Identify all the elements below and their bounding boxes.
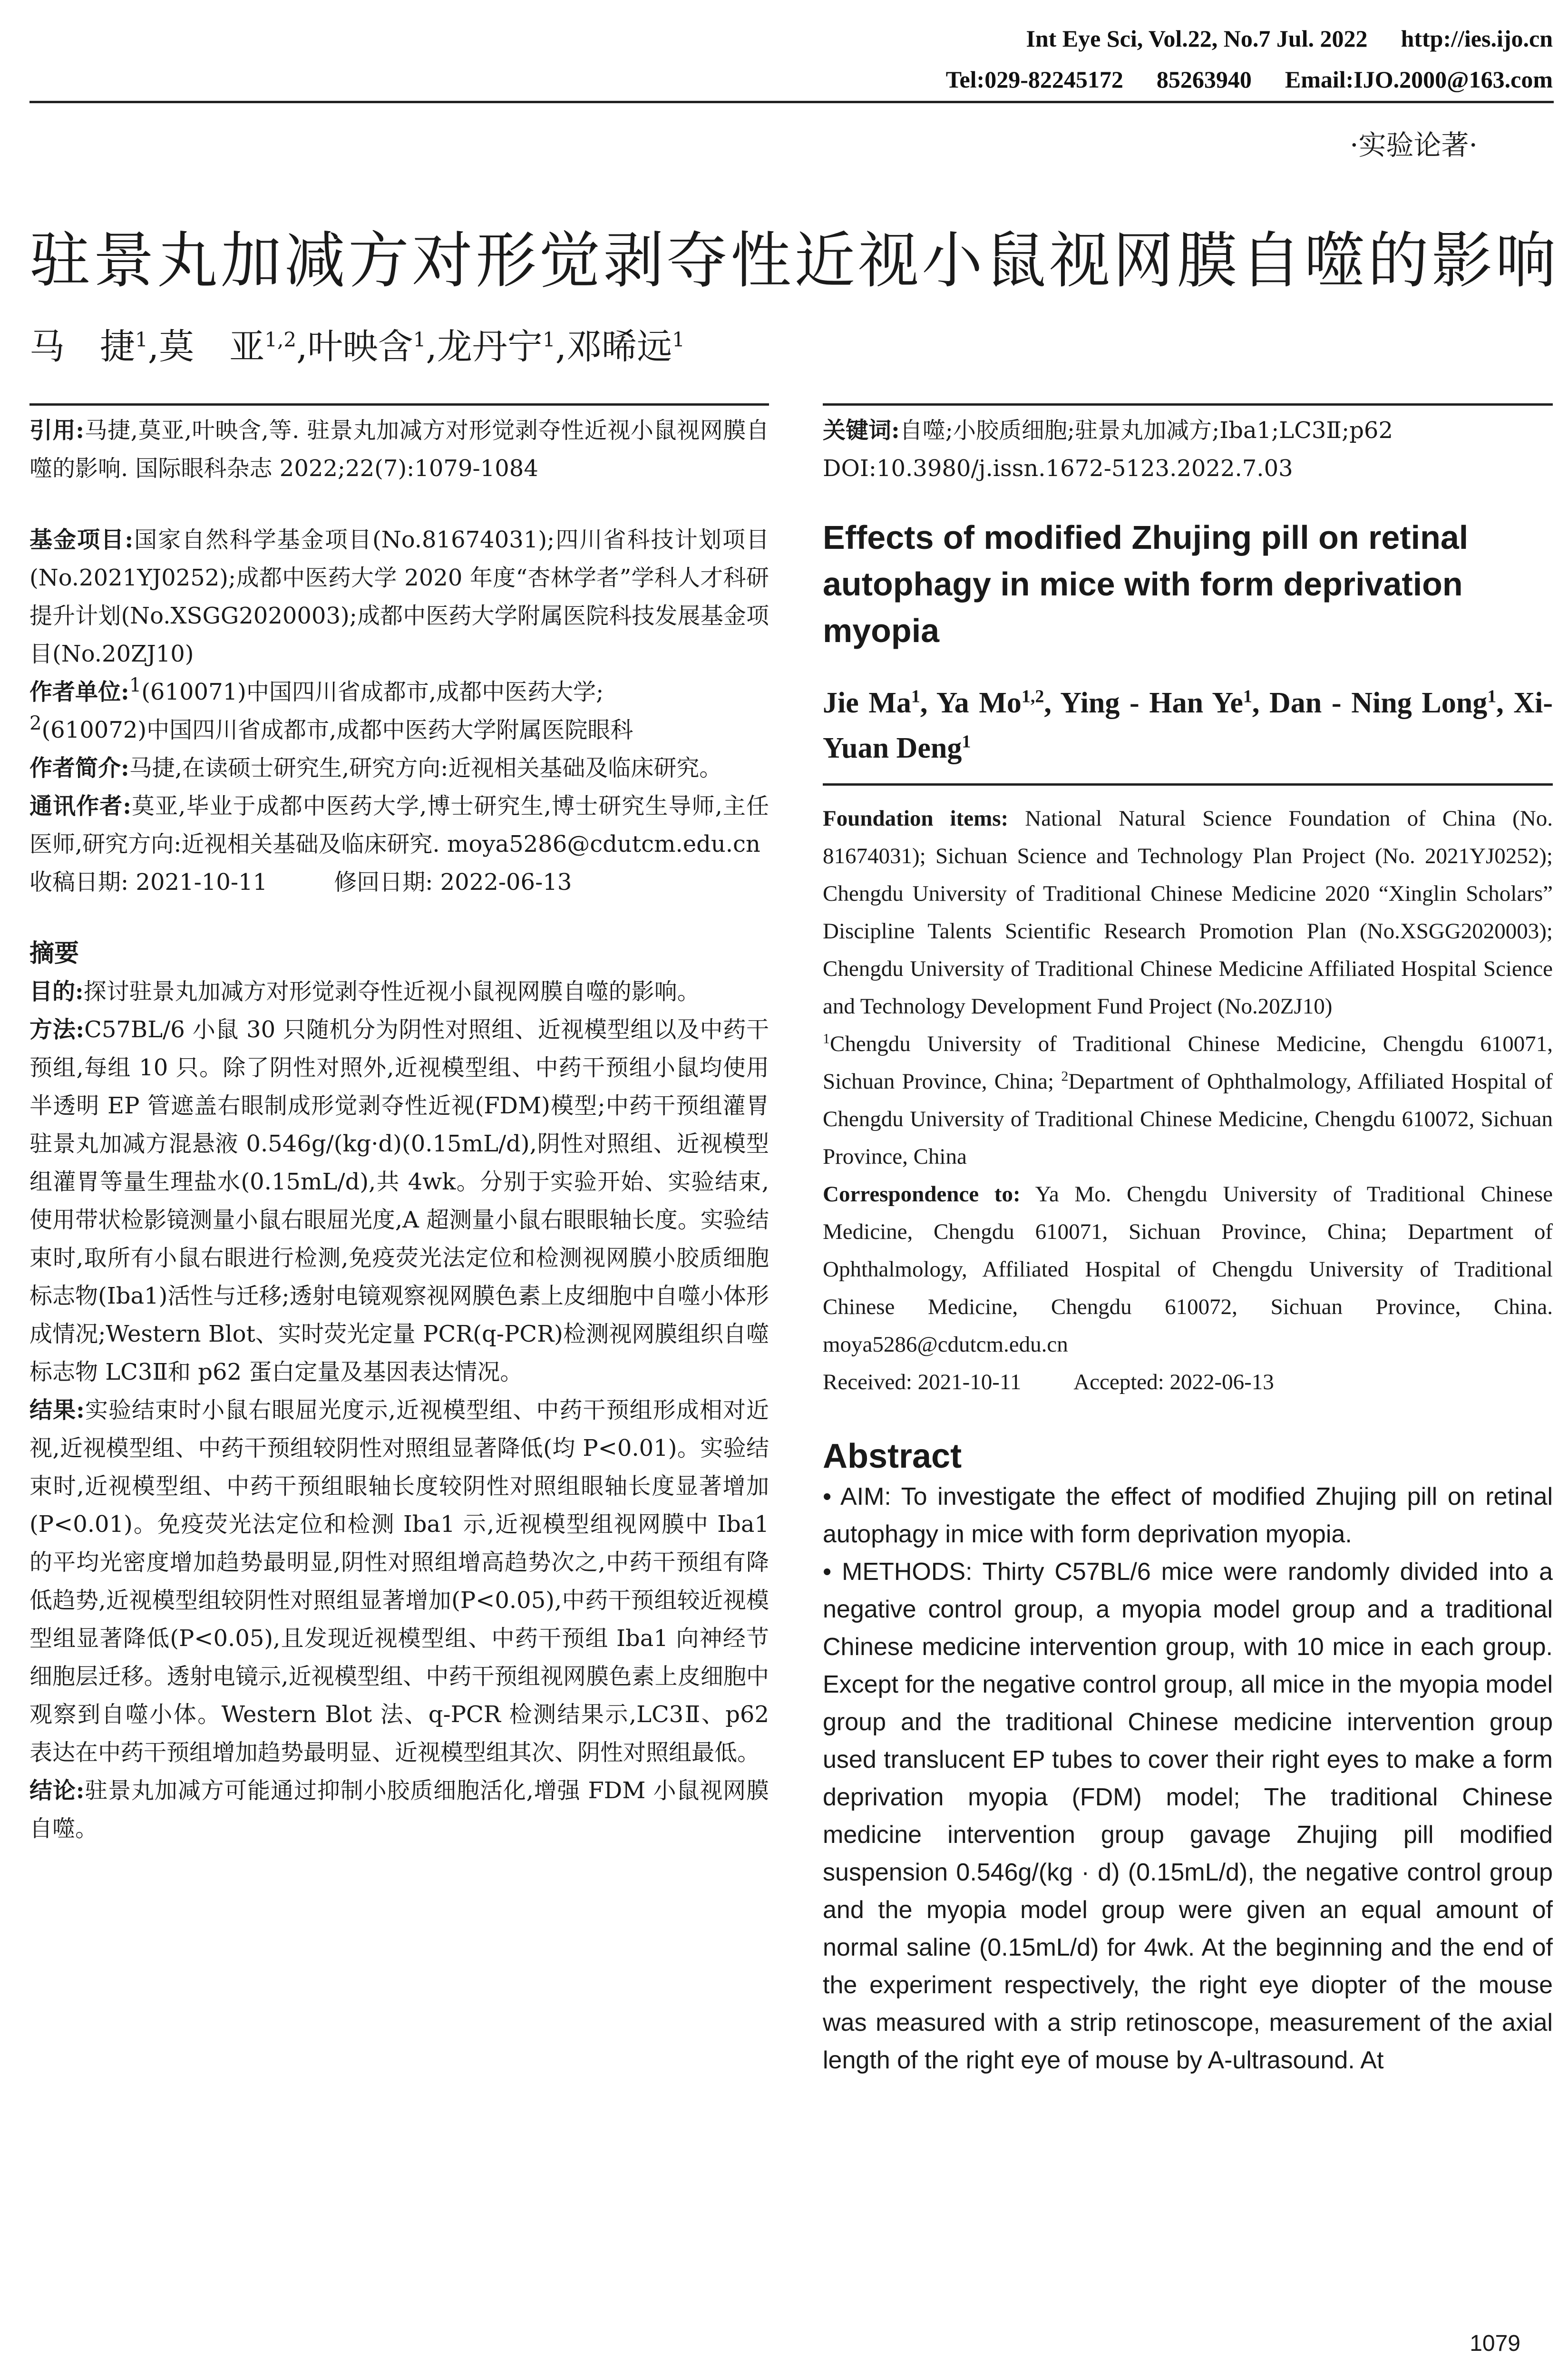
affiliation-text-2: Department of Ophthalmology, Affiliated Hospital of Chengdu University of Traditional Chinese Medicine, Chengdu 610072, Sichuan Province, China	[823, 1069, 1553, 1169]
journal-citation: Int Eye Sci, Vol.22, No.7 Jul. 2022	[1026, 25, 1368, 52]
fund-text: 国家自然科学基金项目(No.81674031);四川省科技计划项目(No.2021YJ0252);成都中医药大学 2020 年度“杏林学者”学科人才科研提升计划(No.XSGG2020003);成都中医药大学附属医院科技发展基金项目(No.20ZJ10)	[29, 526, 769, 667]
aim-text-cn: 探讨驻景丸加减方对形觉剥夺性近视小鼠视网膜自噬的影响。	[83, 978, 700, 1005]
bio-block	[29, 749, 769, 787]
abstract-heading-cn: 摘要	[29, 939, 79, 968]
correspondence-block-en	[823, 1176, 1553, 1364]
citation-label: 引用:	[29, 417, 84, 444]
author-name: 龙丹宁	[437, 326, 543, 367]
aim-text-en: • AIM: To investigate the effect of modified Zhujing pill on retinal autophagy in mice with form deprivation myopia.	[823, 1483, 1553, 1548]
chinese-title: 驻景丸加减方对形觉剥夺性近视小鼠视网膜自噬的影响	[29, 225, 1559, 296]
methods-block-cn	[29, 1011, 769, 1391]
author-affiliation-sup: 1	[1243, 686, 1252, 707]
conclusion-label-cn: 结论:	[29, 1777, 85, 1804]
results-text-cn: 实验结束时小鼠右眼屈光度示,近视模型组、中药干预组形成相对近视,近视模型组、中药干预组较阴性对照组显著降低(均 P<0.01)。实验结束时,近视模型组、中药干预组眼轴长度较阴性对照组眼轴长度显著增加(P<0.01)。免疫荧光法定位和检测 Iba1 示,近视模型组视网膜中 Iba1 的平均光密度增加趋势最明显,阴性对照组增高趋势次之,中药干预组有降低趋势,近视模型组较阴性对照组显著增加(P<0.05),中药干预组较近视模型组显著降低(P<0.05),且发现近视模型组、中药干预组 Iba1 向神经节细胞层迁移。透射电镜示,近视模型组、中药干预组视网膜色素上皮细胞中观察到自噬小体。Western Blot 法、q-PCR 检测结果示,LC3Ⅱ、p62 表达在中药干预组增加趋势最明显、近视模型组其次、阴性对照组最低。	[29, 1397, 769, 1766]
spacer	[29, 487, 769, 521]
author-name-en: Ying - Han Ye	[1060, 687, 1243, 719]
spacer	[823, 1401, 1553, 1434]
author-affiliation-sup: 1	[962, 731, 971, 752]
dates-block-en	[823, 1364, 1553, 1401]
author-affiliation-sup: 1	[1487, 686, 1497, 707]
author-name: 莫 亚	[159, 326, 265, 367]
correspondence-text-en: Ya Mo. Chengdu University of Traditional Chinese Medicine, Chengdu 610071, Sichuan Province, China; Department of Ophthalmology, Affiliated Hospital of Chengdu University of Traditional Chinese Medicine, Chengdu 610072, Sichuan Province, China. moya5286@cdutcm.edu.cn	[823, 1182, 1553, 1357]
english-author-rule	[823, 783, 1553, 786]
conclusion-block-cn	[29, 1772, 769, 1848]
results-block-cn	[29, 1391, 769, 1772]
chinese-authors: 马 捷$^1$,莫 亚$^{1,2}$,叶映含$^1$,龙丹宁$^1$,邓晞远$^1$	[29, 326, 685, 367]
author-name: 叶映含	[307, 326, 413, 367]
results-label-cn: 结果:	[29, 1397, 85, 1423]
left-column	[29, 411, 769, 1848]
author-affiliation-sup: 1,2	[1021, 686, 1044, 707]
journal-header-line2	[946, 66, 1553, 93]
revised-date: 修回日期: 2022-06-13	[334, 869, 572, 896]
right-column-rule	[823, 403, 1553, 406]
keywords-label: 关键词:	[823, 417, 900, 444]
keywords-text: 自噬;小胶质细胞;驻景丸加减方;Iba1;LC3Ⅱ;p62	[899, 417, 1393, 444]
received-date-en: Received: 2021-10-11	[823, 1370, 1022, 1394]
spacer	[29, 901, 769, 935]
unit-sup: 2	[29, 712, 42, 734]
aim-label-cn: 目的:	[29, 978, 84, 1005]
methods-text-cn: C57BL/6 小鼠 30 只随机分为阴性对照组、近视模型组以及中药干预组,每组 10 只。除了阴性对照外,近视模型组、中药干预组小鼠均使用半透明 EP 管遮盖右眼制成形觉剥夺性近视(FDM)模型;中药干预组灌胃驻景丸加减方混悬液 0.546g/(kg·d)(0.15mL/d),阴性对照组、近视模型组灌胃等量生理盐水(0.15mL/d),共 4wk。分别于实验开始、实验结束,使用带状检影镜测量小鼠右眼屈光度,A 超测量小鼠右眼眼轴长度。实验结束时,取所有小鼠右眼进行检测,免疫荧光法定位和检测视网膜小胶质细胞标志物(Iba1)活性与迁移;透射电镜观察视网膜色素上皮细胞中自噬小体形成情况;Western Blot、实时荧光定量 PCR(q-PCR)检测视网膜组织自噬标志物 LC3Ⅱ和 p62 蛋白定量及基因表达情况。	[29, 1016, 769, 1385]
unit-text-2: (610072)中国四川省成都市,成都中医药大学附属医院眼科	[41, 717, 633, 743]
right-column	[823, 411, 1553, 2079]
correspondence-label-en: Correspondence to:	[823, 1182, 1021, 1207]
foundation-text: National Natural Science Foundation of China (No. 81674031); Sichuan Science and Technology Plan Project (No. 2021YJ0252); Chengdu University of Traditional Chinese Medicine 2020 “Xinglin Scholars” Discipline Talents Scientific Research Promotion Plan (No.XSGG2020003); Chengdu University of Traditional Chinese Medicine Affiliated Hospital Science and Technology Development Fund Project (No.20ZJ10)	[823, 806, 1553, 1019]
journal-header-line1	[1026, 25, 1553, 52]
foundation-block	[823, 800, 1553, 1025]
methods-text-en: • METHODS: Thirty C57BL/6 mice were randomly divided into a negative control group, a myopia model group and a traditional Chinese medicine intervention group, with 10 mice in each group. Except for the negative control group, all mice in the myopia model group and the traditional Chinese medicine intervention group used translucent EP tubes to cover their right eyes to make a form deprivation myopia (FDM) model; The traditional Chinese medicine intervention group gavage Zhujing pill modified suspension 0.546g/(kg · d) (0.15mL/d), the negative control group and the myopia model group were given an equal amount of normal saline (0.15mL/d) for 4wk. At the beginning and the end of the experiment respectively, the right eye diopter of the mouse was measured with a strip retinoscope, measurement of the axial length of the right eye of mouse by A-ultrasound. At	[823, 1558, 1553, 2074]
author-affiliation-sup: 1	[135, 328, 148, 351]
unit-sup: 1	[129, 674, 142, 696]
affiliation-sup: 1	[823, 1031, 830, 1047]
journal-tel: Tel:029-82245172	[945, 66, 1123, 93]
author-name: 邓晞远	[566, 326, 672, 367]
affiliation-block	[823, 1025, 1553, 1176]
author-name-en: Ya Mo	[936, 687, 1022, 719]
correspondence-block	[29, 787, 769, 863]
doi[interactable]: DOI:10.3980/j.issn.1672-5123.2022.7.03	[823, 455, 1293, 482]
bio-label: 作者简介:	[29, 755, 129, 781]
page-number: 1079	[1470, 2331, 1520, 2356]
abstract-heading-en: Abstract	[823, 1437, 962, 1475]
citation-text: 马捷,莫亚,叶映含,等. 驻景丸加减方对形觉剥夺性近视小鼠视网膜自噬的影响. 国际眼科杂志 2022;22(7):1079-1084	[29, 417, 769, 482]
section-tag: ·实验论著·	[1350, 129, 1478, 161]
author-name: 马 捷	[29, 326, 135, 367]
left-column-rule	[29, 403, 769, 406]
author-name-en: Xi-Yuan Deng	[823, 687, 1553, 764]
author-affiliation-sup: 1,2	[264, 328, 297, 351]
unit-label: 作者单位:	[29, 679, 129, 705]
dates-block	[29, 863, 769, 901]
author-name-en: Jie Ma	[823, 687, 911, 719]
english-authors: Jie Ma$^1$, Ya Mo$^{1,2}$, Ying - Han Ye$^1$, Dan - Ning Long$^1$, Xi-Yuan Deng$^1$	[823, 686, 1553, 764]
correspondence-text: 莫亚,毕业于成都中医药大学,博士研究生,博士研究生导师,主任医师,研究方向:近视相关基础及临床研究. moya5286@cdutcm.edu.cn	[29, 793, 769, 857]
author-affiliation-sup: 1	[911, 686, 920, 707]
author-affiliation-sup: 1	[413, 328, 426, 351]
author-affiliation-sup: 1	[672, 328, 685, 351]
foundation-label: Foundation items:	[823, 806, 1009, 831]
journal-tel2: 85263940	[1156, 66, 1252, 93]
journal-url[interactable]: http://ies.ijo.cn	[1401, 25, 1553, 52]
journal-email[interactable]: Email:IJO.2000@163.com	[1285, 66, 1553, 93]
correspondence-label: 通讯作者:	[29, 793, 131, 819]
fund-block	[29, 521, 769, 673]
received-date: 收稿日期: 2021-10-11	[29, 869, 268, 896]
unit-block	[29, 673, 769, 749]
author-name-en: Dan - Ning Long	[1269, 687, 1488, 719]
accepted-date-en: Accepted: 2022-06-13	[1073, 1370, 1274, 1394]
unit-text-1: (610071)中国四川省成都市,成都中医药大学;	[141, 679, 604, 705]
citation-block	[29, 411, 769, 487]
bio-text: 马捷,在读硕士研究生,研究方向:近视相关基础及临床研究。	[129, 755, 722, 781]
aim-block-cn	[29, 973, 769, 1011]
methods-label-cn: 方法:	[29, 1016, 85, 1043]
spacer	[823, 654, 1553, 681]
english-title: Effects of modified Zhujing pill on retinal autophagy in mice with form deprivation myopia	[823, 519, 1469, 649]
fund-label: 基金项目:	[29, 526, 134, 553]
affiliation-sup: 2	[1061, 1068, 1069, 1084]
author-affiliation-sup: 1	[542, 328, 555, 351]
keywords-block	[823, 411, 1553, 449]
header-divider	[29, 101, 1554, 103]
affiliation-text-1: Chengdu University of Traditional Chinese Medicine, Chengdu 610071, Sichuan Province, China;	[823, 1032, 1553, 1094]
spacer	[823, 487, 1553, 514]
conclusion-text-cn: 驻景丸加减方可能通过抑制小胶质细胞活化,增强 FDM 小鼠视网膜自噬。	[29, 1777, 769, 1842]
